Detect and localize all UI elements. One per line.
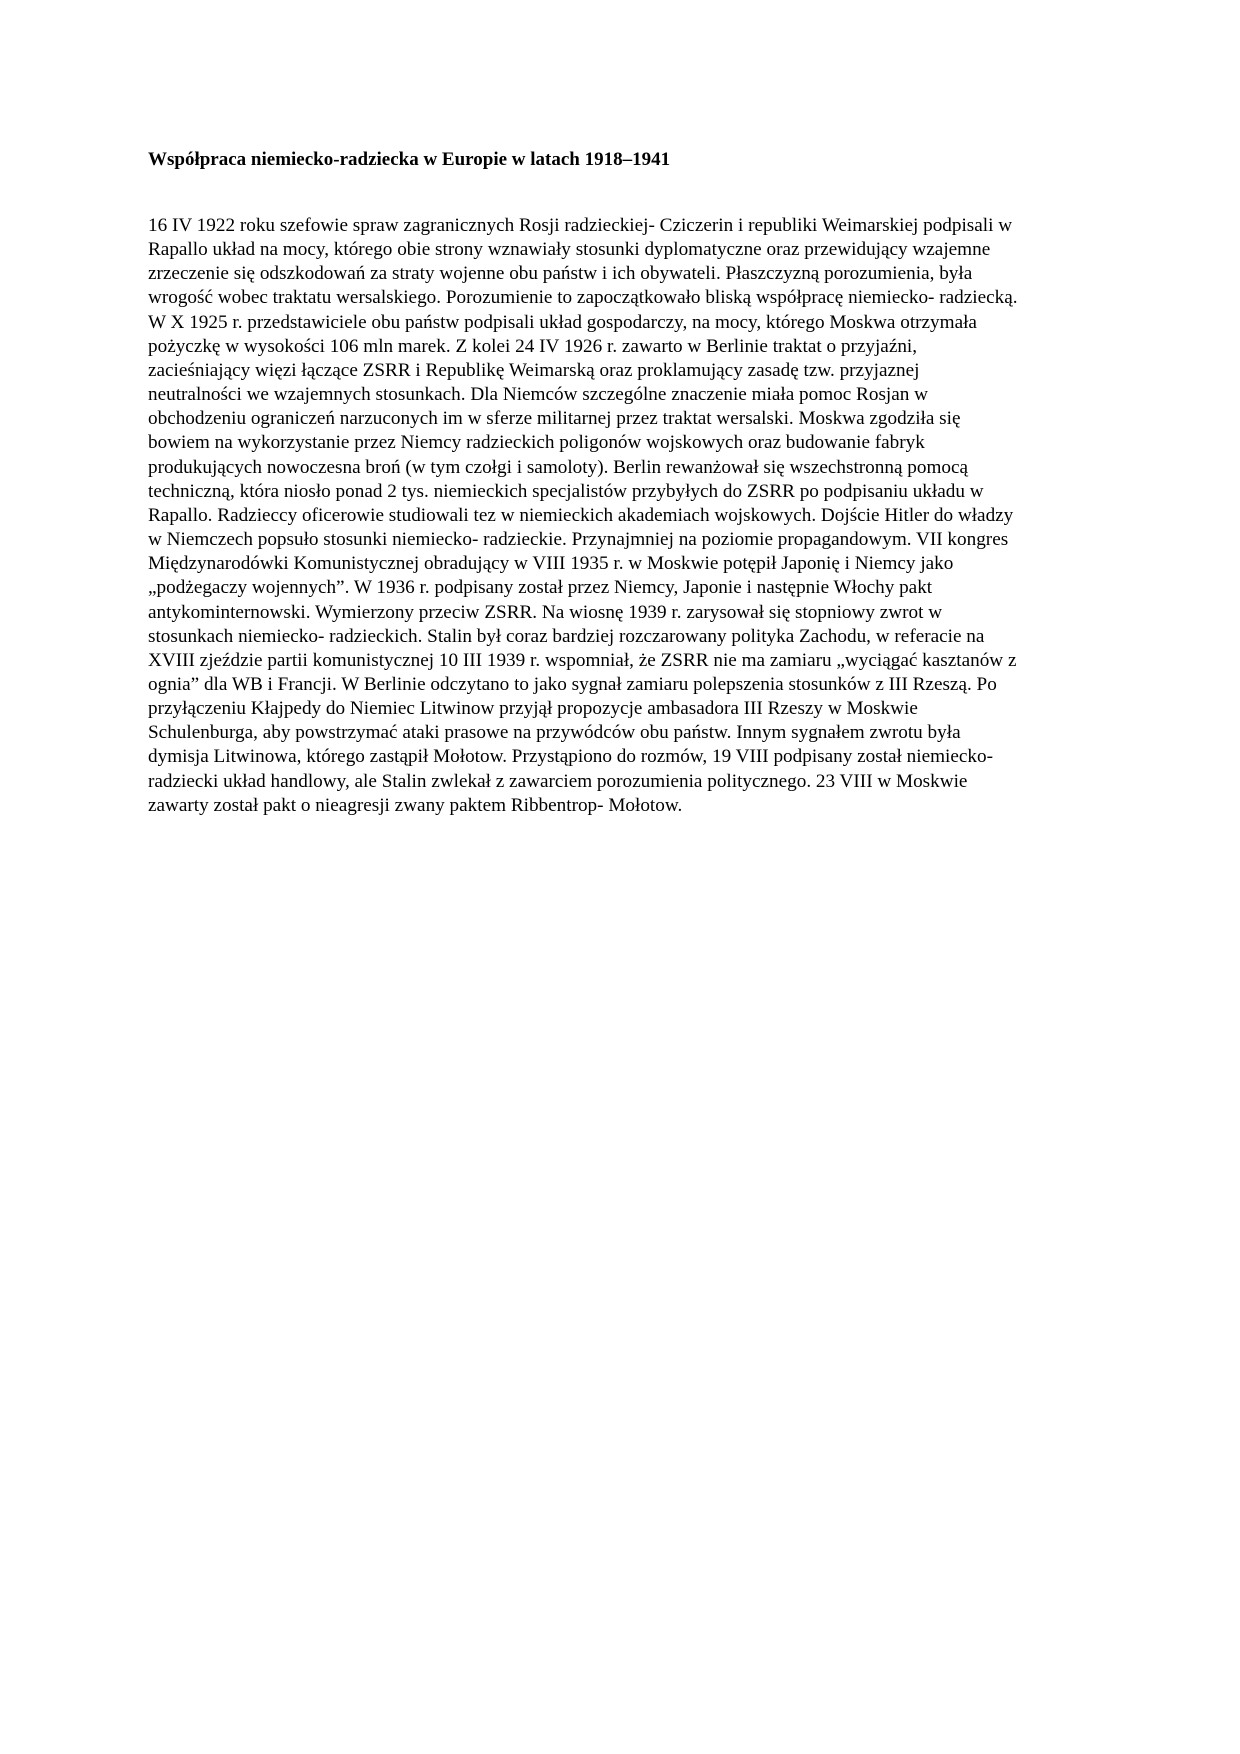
paragraph-line: przyłączeniu Kłajpedy do Niemiec Litwinow przyjął propozycje ambasadora III Rzeszy w Moskwie bbox=[148, 698, 918, 720]
paragraph-line: Rapallo układ na mocy, którego obie strony wznawiały stosunki dyplomatyczne oraz przewidujący wzajemne bbox=[148, 239, 991, 261]
document-paragraph bbox=[148, 214, 1093, 818]
paragraph-line: „podżegaczy wojennych”. W 1936 r. podpisany został przez Niemcy, Japonie i następnie Włochy pakt bbox=[148, 577, 933, 599]
paragraph-line: radziecki układ handlowy, ale Stalin zwlekał z zawarciem porozumienia politycznego. 23 VIII w Moskwie bbox=[148, 770, 968, 792]
paragraph-line: XVIII zjeździe partii komunistycznej 10 III 1939 r. wspomniał, że ZSRR nie ma zamiaru „wyciągać kasztanów z bbox=[148, 649, 1017, 671]
paragraph-line: dymisja Litwinowa, którego zastąpił Mołotow. Przystąpiono do rozmów, 19 VIII podpisany został niemiecko- bbox=[148, 746, 993, 768]
paragraph-line: ognia” dla WB i Francji. W Berlinie odczytano to jako sygnał zamiaru polepszenia stosunków z III Rzeszą. Po bbox=[148, 673, 997, 695]
paragraph-line: stosunkach niemiecko- radzieckich. Stalin był coraz bardziej rozczarowany polityka Zachodu, w referacie na bbox=[148, 625, 985, 647]
paragraph-line: neutralności we wzajemnych stosunkach. Dla Niemców szczególne znaczenie miała pomoc Rosjan w bbox=[148, 384, 929, 406]
paragraph-line: produkujących nowoczesna broń (w tym czołgi i samoloty). Berlin rewanżował się wszechstronną pomocą bbox=[148, 456, 969, 478]
paragraph-line: pożyczkę w wysokości 106 mln marek. Z kolei 24 IV 1926 r. zawarto w Berlinie traktat o przyjaźni, bbox=[148, 335, 918, 357]
document-title: Współpraca niemiecko-radziecka w Europie w latach 1918–1941 bbox=[148, 149, 671, 170]
paragraph-line: zawarty został pakt o nieagresji zwany paktem Ribbentrop- Mołotow. bbox=[148, 794, 683, 816]
document-content bbox=[148, 146, 1093, 818]
paragraph-line: bowiem na wykorzystanie przez Niemcy radzieckich poligonów wojskowych oraz budowanie fabryk bbox=[148, 432, 925, 454]
paragraph-line: zrzeczenie się odszkodowań za straty wojenne obu państw i ich obywateli. Płaszczyzną porozumienia, była bbox=[148, 263, 973, 285]
paragraph-line: antykominternowski. Wymierzony przeciw ZSRR. Na wiosnę 1939 r. zarysował się stopniowy zwrot w bbox=[148, 601, 943, 623]
paragraph-line: W X 1925 r. przedstawiciele obu państw podpisali układ gospodarczy, na mocy, którego Moskwa otrzymała bbox=[148, 311, 977, 333]
paragraph-line: obchodzeniu ograniczeń narzuconych im w sferze militarnej przez traktat wersalski. Moskwa zgodziła się bbox=[148, 408, 961, 430]
paragraph-line: Międzynarodówki Komunistycznej obradujący w VIII 1935 r. w Moskwie potępił Japonię i Niemcy jako bbox=[148, 553, 954, 575]
paragraph-line: Rapallo. Radzieccy oficerowie studiowali tez w niemieckich akademiach wojskowych. Dojście Hitler do władzy bbox=[148, 504, 1014, 526]
paragraph-line: techniczną, która niosło ponad 2 tys. niemieckich specjalistów przybyłych do ZSRR po podpisaniu układu w bbox=[148, 480, 984, 502]
paragraph-line: w Niemczech popsuło stosunki niemiecko- radzieckie. Przynajmniej na poziomie propagandowym. VII kongres bbox=[148, 529, 1009, 551]
paragraph-line: zacieśniający więzi łączące ZSRR i Republikę Weimarską oraz proklamujący zasadę tzw. przyjaznej bbox=[148, 359, 920, 381]
paragraph-line: Schulenburga, aby powstrzymać ataki prasowe na przywódców obu państw. Innym sygnałem zwrotu była bbox=[148, 722, 961, 744]
paragraph-line: wrogość wobec traktatu wersalskiego. Porozumienie to zapoczątkowało bliską współpracę niemiecko- radziecką. bbox=[148, 287, 1018, 309]
paragraph-line: 16 IV 1922 roku szefowie spraw zagranicznych Rosji radzieckiej- Cziczerin i republiki Weimarskiej podpisali w bbox=[148, 215, 1013, 236]
